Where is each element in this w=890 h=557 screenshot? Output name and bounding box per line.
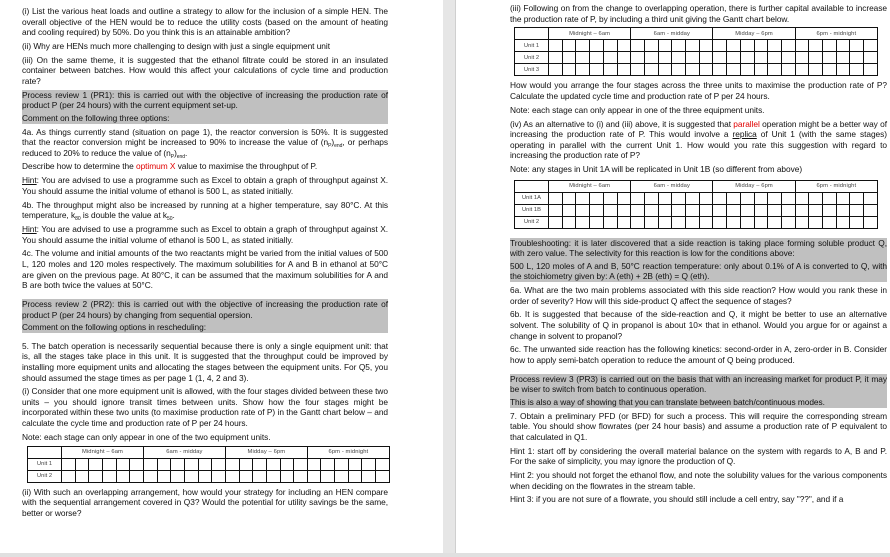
gantt-hour-cell[interactable] [713,216,727,228]
troubleshooting-conditions: 500 L, 120 moles of A and B, 50°C reaction temperature: only about 0.1% of A is converted to Q, with the stoichiometry given by: A (eth) + 2B (eth) = Q (eth). [510,260,887,282]
gantt-hour-cell[interactable] [198,458,212,470]
gantt-hour-cell[interactable] [699,204,713,216]
gantt-hour-cell[interactable] [727,216,741,228]
gantt-hour-cell[interactable] [727,40,741,52]
period-header: Midnight – 6am [62,446,144,458]
pr1-text: Process review 1 (PR1): this is carried out with the objective of increasing the production rate of product P (per 24 hours) with the current equipment set-up. [22,89,388,111]
gantt-hour-cell[interactable] [225,470,239,482]
question-7: 7. Obtain a preliminary PFD (or BFD) for such a process. This will require the corresponding stream table. You should show flowrates (per 24 hour basis) and assume a production rate of P equivalent to that calculated in Q1. [510,410,887,442]
gantt-hour-cell[interactable] [143,470,157,482]
pr2-text: Process review 2 (PR2): this is carried out with the objective of increasing the production rate of product P (per 24 hours) by changing from sequential opersion. [22,298,388,320]
gantt-hour-cell[interactable] [795,64,809,76]
question-5-iv: (iv) As an alternative to (i) and (iii) above, it is suggested that parallel operation might be a better way of increasing the production rate of P. This would involve a replica of Unit 1 (with the same stages) operating in parallel with the current Unit 1. How would you rate this suggestion with regard to increasing the production rate of P? [510,118,887,161]
page-bottom-gutter [0,553,890,557]
gantt-hour-cell[interactable] [631,204,645,216]
gantt-hour-cell[interactable] [672,216,686,228]
gantt-hour-cell[interactable] [590,64,604,76]
gantt-hour-cell[interactable] [713,204,727,216]
gantt-hour-cell[interactable] [102,458,116,470]
gantt-row [515,52,878,64]
arrange-question: How would you arrange the four stages across the three units to maximise the production rate of P? Calculate the updated cycle time and production rate of P per 24 hours. [510,80,887,101]
gantt-hour-cell[interactable] [864,204,878,216]
gantt-hour-cell[interactable] [603,216,617,228]
gantt-hour-cell[interactable] [836,64,850,76]
gantt-hour-cell[interactable] [617,40,631,52]
gantt-hour-cell[interactable] [768,40,782,52]
gantt-hour-cell[interactable] [321,458,335,470]
gantt-hour-cell[interactable] [768,216,782,228]
gantt-hour-cell[interactable] [376,458,390,470]
gantt-hour-cell[interactable] [562,40,576,52]
gantt-row-label: Unit 2 [515,52,549,64]
gantt-hour-cell[interactable] [809,64,823,76]
gantt-hour-cell[interactable] [864,216,878,228]
optimum-x-highlight: optimum X [135,161,176,172]
gantt-hour-cell[interactable] [823,64,837,76]
gantt-hour-cell[interactable] [672,204,686,216]
gantt-hour-cell[interactable] [699,64,713,76]
period-header: Midday – 6pm [713,28,795,40]
gantt-row-label: Unit 1A [515,192,549,204]
gantt-hour-cell[interactable] [644,52,658,64]
gantt-hour-cell[interactable] [781,204,795,216]
gantt-hour-cell[interactable] [171,458,185,470]
gantt-hour-cell[interactable] [781,40,795,52]
gantt-hour-cell[interactable] [75,470,89,482]
period-header: 6pm - midnight [795,28,877,40]
gantt-hour-cell[interactable] [699,216,713,228]
gantt-hour-cell[interactable] [116,458,130,470]
gantt-hour-cell[interactable] [754,204,768,216]
gantt-hour-cell[interactable] [102,470,116,482]
pr1-comment: Comment on the following three options: [22,112,170,123]
gantt-hour-cell[interactable] [795,204,809,216]
gantt-hour-cell[interactable] [795,216,809,228]
question-4a-describe: Describe how to determine the optimum X value to maximise the throughput of P. [22,161,318,172]
gantt-hour-cell[interactable] [266,470,280,482]
gantt-hour-cell[interactable] [212,458,226,470]
gantt-hour-cell[interactable] [603,52,617,64]
gantt-hour-cell[interactable] [631,64,645,76]
gantt-hour-cell[interactable] [266,458,280,470]
period-header: 6am - midday [631,28,713,40]
gantt-hour-cell[interactable] [89,458,103,470]
page-left-content [22,6,388,522]
gantt-hour-cell[interactable] [713,40,727,52]
gantt-hour-cell[interactable] [754,64,768,76]
gantt-hour-cell[interactable] [795,40,809,52]
document-page-left [0,0,443,553]
question-6b: 6b. It is suggested that because of the side-reaction and Q, it might be better to use an alternative solvent. The solubility of Q in propanol is about 10× that in ethanol. Would you argue for or against a change in solvent to propanol? [510,309,887,341]
gantt-row [515,40,878,52]
gantt-hour-cell[interactable] [727,64,741,76]
gantt-hour-cell[interactable] [644,40,658,52]
question-4a: 4a. As things currently stand (situation on page 1), the reactor conversion is 50%. It is suggested that the reactor conversion might be increased to 90% to increase the value of $(n_P)_{end}$, or perhaps reduced to 20% to reduce the value of $(n_P)_{end}$. [22,126,388,160]
gantt-hour-cell[interactable] [294,470,308,482]
gantt-hour-cell[interactable] [781,216,795,228]
gantt-row [28,470,390,482]
gantt-hour-cell[interactable] [754,216,768,228]
period-header: Midday – 6pm [225,446,307,458]
gantt-hour-cell[interactable] [590,204,604,216]
gantt-hour-cell[interactable] [562,216,576,228]
gantt-hour-cell[interactable] [781,52,795,64]
gantt-hour-cell[interactable] [781,64,795,76]
gantt-hour-cell[interactable] [62,458,76,470]
gantt-row-label: Unit 3 [515,64,549,76]
gantt-hour-cell[interactable] [376,470,390,482]
pr2-comment: Comment on the following options in rescheduling: [22,322,207,333]
gantt-hour-cell[interactable] [850,52,864,64]
gantt-hour-cell[interactable] [549,64,563,76]
gantt-hour-cell[interactable] [864,52,878,64]
gantt-hour-cell[interactable] [658,192,672,204]
hint-3: Hint 3: if you are not sure of a flowrate, you should still include a cell entry, say "??", and if a [510,494,844,505]
gantt-hour-cell[interactable] [603,192,617,204]
gantt-hour-cell[interactable] [362,458,376,470]
gantt-hour-cell[interactable] [576,64,590,76]
gantt-hour-cell[interactable] [184,458,198,470]
gantt-hour-cell[interactable] [631,216,645,228]
gantt-hour-cell[interactable] [617,52,631,64]
process-review-2 [22,299,388,333]
gantt-hour-cell[interactable] [576,192,590,204]
question-i: (i) List the various heat loads and outline a strategy to allow for the inclusion of a simple HEN. The overall objective of the HEN would be to reduce the utility costs (based on the amount of heating and cooling required) by 50%. Do you think this is an attainable ambition? [22,6,388,38]
gantt-hour-cell[interactable] [740,40,754,52]
gantt-row-label: Unit 2 [28,470,62,482]
period-header: 6am - midday [143,446,225,458]
gantt-hour-cell[interactable] [603,40,617,52]
gantt-header-row [28,446,390,458]
period-header: 6am - midday [631,180,713,192]
gantt-hour-cell[interactable] [116,470,130,482]
gantt-hour-cell[interactable] [850,192,864,204]
question-4b: 4b. The throughput might also be increased by running at a higher temperature, say 80°C. At this temperature, $k_{80}$ is double the value at $k_{50}$. [22,199,388,223]
troubleshooting-text: Troubleshooting: it is later discovered that a side reaction is taking place forming soluble product Q, with zero value. The selectivity for this reaction is low for the conditions above: [510,237,887,259]
gantt-hour-cell[interactable] [699,40,713,52]
gantt-hour-cell[interactable] [239,470,253,482]
gantt-row [515,192,878,204]
gantt-hour-cell[interactable] [225,458,239,470]
gantt-hour-cell[interactable] [562,204,576,216]
gantt-row [28,458,390,470]
gantt-hour-cell[interactable] [850,204,864,216]
replica-underline: replica [732,129,757,140]
gantt-hour-cell[interactable] [143,458,157,470]
gantt-hour-cell[interactable] [713,52,727,64]
gantt-hour-cell[interactable] [603,204,617,216]
gantt-hour-cell[interactable] [576,52,590,64]
period-header: 6pm - midnight [307,446,389,458]
gantt-hour-cell[interactable] [727,52,741,64]
hint-4a: Hint: You are advised to use a programme such as Excel to obtain a graph of throughput against X. You should assume the initial volume of ethanol is 500 L, as stated initially. [22,175,388,196]
gantt-hour-cell[interactable] [864,64,878,76]
gantt-header-row [515,180,878,192]
gantt-hour-cell[interactable] [590,52,604,64]
gantt-hour-cell[interactable] [335,458,349,470]
question-4c: 4c. The volume and initial amounts of the two reactants might be varied from the initial values of 500 L, 120 moles and 120 moles respectively. The maximum solubilities for A and B in ethanol at 50°C are given on the previous page. At 80°C, it can be assumed that the maximum solubilities for A and B are both twice the values at 50°C. [22,248,388,291]
gantt-hour-cell[interactable] [157,470,171,482]
gantt-hour-cell[interactable] [590,216,604,228]
gantt-hour-cell[interactable] [836,192,850,204]
gantt-hour-cell[interactable] [850,40,864,52]
question-6c: 6c. The unwanted side reaction has the following kinetics: second-order in A, zero-order in B. Consider how to apply semi-batch operation to reduce the amount of Q being produced. [510,344,887,365]
gantt-hour-cell[interactable] [713,64,727,76]
gantt-hour-cell[interactable] [562,192,576,204]
gantt-hour-cell[interactable] [75,458,89,470]
parallel-highlight: parallel [733,118,760,129]
gantt-hour-cell[interactable] [348,470,362,482]
note-two-units: Note: each stage can only appear in one of the two equipment units. [22,431,271,442]
gantt-hour-cell[interactable] [864,40,878,52]
gantt-hour-cell[interactable] [590,192,604,204]
gantt-hour-cell[interactable] [253,458,267,470]
process-review-3 [510,374,887,408]
gantt-hour-cell[interactable] [631,40,645,52]
gantt-hour-cell[interactable] [212,470,226,482]
gantt-hour-cell[interactable] [617,216,631,228]
gantt-hour-cell[interactable] [823,204,837,216]
gantt-corner-cell [28,446,62,458]
gantt-hour-cell[interactable] [157,458,171,470]
gantt-hour-cell[interactable] [809,192,823,204]
gantt-corner-cell [515,180,549,192]
gantt-hour-cell[interactable] [631,52,645,64]
gantt-hour-cell[interactable] [713,192,727,204]
gantt-hour-cell[interactable] [809,52,823,64]
hint-1: Hint 1: start off by considering the overall material balance on the system with regards to A, B and P. For the sake of simplicity, you may ignore the production of Q. [510,445,887,467]
gantt-chart-two-units [27,446,390,483]
gantt-hour-cell[interactable] [699,192,713,204]
gantt-hour-cell[interactable] [280,458,294,470]
gantt-hour-cell[interactable] [836,40,850,52]
question-6a: 6a. What are the two main problems associated with this side reaction? How would you rank these in order of severity? How will this side-product Q affect the sequence of stages? [510,285,887,306]
gantt-corner-cell [515,28,549,40]
gantt-hour-cell[interactable] [795,52,809,64]
gantt-hour-cell[interactable] [823,192,837,204]
gantt-hour-cell[interactable] [280,470,294,482]
period-header: Midday – 6pm [713,180,795,192]
gantt-hour-cell[interactable] [686,216,700,228]
gantt-hour-cell[interactable] [672,192,686,204]
gantt-hour-cell[interactable] [89,470,103,482]
gantt-hour-cell[interactable] [781,192,795,204]
gantt-hour-cell[interactable] [754,52,768,64]
gantt-hour-cell[interactable] [850,64,864,76]
gantt-hour-cell[interactable] [836,204,850,216]
period-header: Midnight – 6am [549,28,631,40]
gantt-row-label: Unit 2 [515,216,549,228]
gantt-hour-cell[interactable] [740,204,754,216]
gantt-hour-cell[interactable] [836,52,850,64]
question-5: 5. The batch operation is necessarily sequential because there is only a single equipment unit: that is, all the stages take place in this unit. It is suggested that the throughput could be improved by installing more equipment units and allocating the stages between the equipment units. For Q5, you should assumed the stage times as per page 1 (1, 4, 2 and 3). [22,340,388,383]
gantt-hour-cell[interactable] [184,470,198,482]
gantt-hour-cell[interactable] [740,52,754,64]
gantt-hour-cell[interactable] [686,40,700,52]
gantt-hour-cell[interactable] [549,192,563,204]
hint-4b: Hint: You are advised to use a programme such as Excel to obtain a graph of throughput against X. You should assume the initial volume of ethanol is 500 L, as stated initially. [22,224,388,245]
gantt-hour-cell[interactable] [549,204,563,216]
note-three-units: Note: each stage can only appear in one of the three equipment units. [510,104,765,115]
gantt-hour-cell[interactable] [768,52,782,64]
gantt-hour-cell[interactable] [617,64,631,76]
gantt-hour-cell[interactable] [362,470,376,482]
gantt-hour-cell[interactable] [590,40,604,52]
gantt-hour-cell[interactable] [198,470,212,482]
gantt-hour-cell[interactable] [130,458,144,470]
gantt-hour-cell[interactable] [864,192,878,204]
document-page-right [455,0,890,553]
pr3-text: Process review 3 (PR3) is carried out on the basis that with an increasing market for product P, it may be wiser to switch from batch to continuous operation. [510,373,887,395]
troubleshooting-block [510,238,887,282]
gantt-hour-cell[interactable] [321,470,335,482]
gantt-hour-cell[interactable] [823,216,837,228]
gantt-hour-cell[interactable] [672,40,686,52]
gantt-hour-cell[interactable] [658,204,672,216]
question-5-i: (i) Consider that one more equipment unit is allowed, with the four stages divided between these two units – you should ignore transit times between units. Show how the four stages might be incorporated within these two units (to maximise production rate of P) in the Gantt chart below – and calculate the cycle time and production rate of P per 24 hours. [22,386,388,429]
gantt-hour-cell[interactable] [335,470,349,482]
gantt-hour-cell[interactable] [850,216,864,228]
gantt-hour-cell[interactable] [672,52,686,64]
hint-2: Hint 2: you should not forget the ethanol flow, and note the solubility values for the various components when deciding on the flowrates in the stream table. [510,469,887,491]
gantt-hour-cell[interactable] [699,52,713,64]
gantt-hour-cell[interactable] [740,216,754,228]
process-review-1 [22,90,388,124]
gantt-chart-three-units [514,27,878,76]
gantt-row [515,204,878,216]
gantt-row [515,216,878,228]
gantt-hour-cell[interactable] [253,470,267,482]
gantt-chart-parallel-units [514,180,878,229]
gantt-hour-cell[interactable] [549,216,563,228]
gantt-hour-cell[interactable] [809,40,823,52]
gantt-hour-cell[interactable] [576,204,590,216]
gantt-hour-cell[interactable] [348,458,362,470]
gantt-hour-cell[interactable] [171,470,185,482]
gantt-hour-cell[interactable] [795,192,809,204]
question-5-ii: (ii) With such an overlapping arrangement, how would your strategy for including an HEN compare with the sequential arrangement covered in Q3? Would the potential for utility savings be the same, better or worse? [22,486,388,518]
gantt-hour-cell[interactable] [686,192,700,204]
gantt-hour-cell[interactable] [768,204,782,216]
gantt-hour-cell[interactable] [576,216,590,228]
gantt-hour-cell[interactable] [562,52,576,64]
gantt-hour-cell[interactable] [562,64,576,76]
gantt-hour-cell[interactable] [768,192,782,204]
gantt-hour-cell[interactable] [658,216,672,228]
gantt-hour-cell[interactable] [549,40,563,52]
period-header: Midnight – 6am [549,180,631,192]
gantt-hour-cell[interactable] [740,64,754,76]
gantt-hour-cell[interactable] [130,470,144,482]
gantt-hour-cell[interactable] [727,192,741,204]
gantt-hour-cell[interactable] [809,216,823,228]
gantt-hour-cell[interactable] [239,458,253,470]
gantt-hour-cell[interactable] [658,64,672,76]
gantt-hour-cell[interactable] [727,204,741,216]
gantt-hour-cell[interactable] [686,204,700,216]
gantt-hour-cell[interactable] [617,204,631,216]
gantt-hour-cell[interactable] [631,192,645,204]
gantt-hour-cell[interactable] [754,192,768,204]
gantt-header-row [515,28,878,40]
gantt-hour-cell[interactable] [576,40,590,52]
gantt-hour-cell[interactable] [686,52,700,64]
gantt-row [515,64,878,76]
gantt-hour-cell[interactable] [754,40,768,52]
pr3-also: This is also a way of showing that you can translate between batch/continuous modes. [510,396,825,407]
gantt-hour-cell[interactable] [823,40,837,52]
question-ii: (ii) Why are HENs much more challenging to design with just a single equipment unit [22,40,330,51]
gantt-hour-cell[interactable] [658,40,672,52]
gantt-hour-cell[interactable] [644,192,658,204]
period-header: 6pm - midnight [795,180,877,192]
gantt-hour-cell[interactable] [617,192,631,204]
gantt-hour-cell[interactable] [740,192,754,204]
gantt-hour-cell[interactable] [307,458,321,470]
gantt-hour-cell[interactable] [549,52,563,64]
gantt-hour-cell[interactable] [644,64,658,76]
gantt-hour-cell[interactable] [836,216,850,228]
gantt-hour-cell[interactable] [294,458,308,470]
gantt-hour-cell[interactable] [62,470,76,482]
gantt-row-label: Unit 1 [28,458,62,470]
note-replica: Note: any stages in Unit 1A will be replicated in Unit 1B (so different from above) [510,164,803,175]
gantt-hour-cell[interactable] [672,64,686,76]
page-right-content [510,3,887,508]
gantt-hour-cell[interactable] [603,64,617,76]
gantt-hour-cell[interactable] [658,52,672,64]
question-iii: (iii) On the same theme, it is suggested that the ethanol filtrate could be stored in an insulated container between batches. How would this affect your calculations of cycle time and production rate? [22,54,388,86]
gantt-hour-cell[interactable] [823,52,837,64]
question-5-iii: (iii) Following on from the change to overlapping operation, there is further capital available to increase the production rate of P, by including a third unit giving the Gantt chart below. [510,3,887,24]
gantt-hour-cell[interactable] [307,470,321,482]
gantt-row-label: Unit 1B [515,204,549,216]
gantt-hour-cell[interactable] [768,64,782,76]
gantt-row-label: Unit 1 [515,40,549,52]
gantt-hour-cell[interactable] [644,204,658,216]
gantt-hour-cell[interactable] [686,64,700,76]
gantt-hour-cell[interactable] [644,216,658,228]
gantt-hour-cell[interactable] [809,204,823,216]
